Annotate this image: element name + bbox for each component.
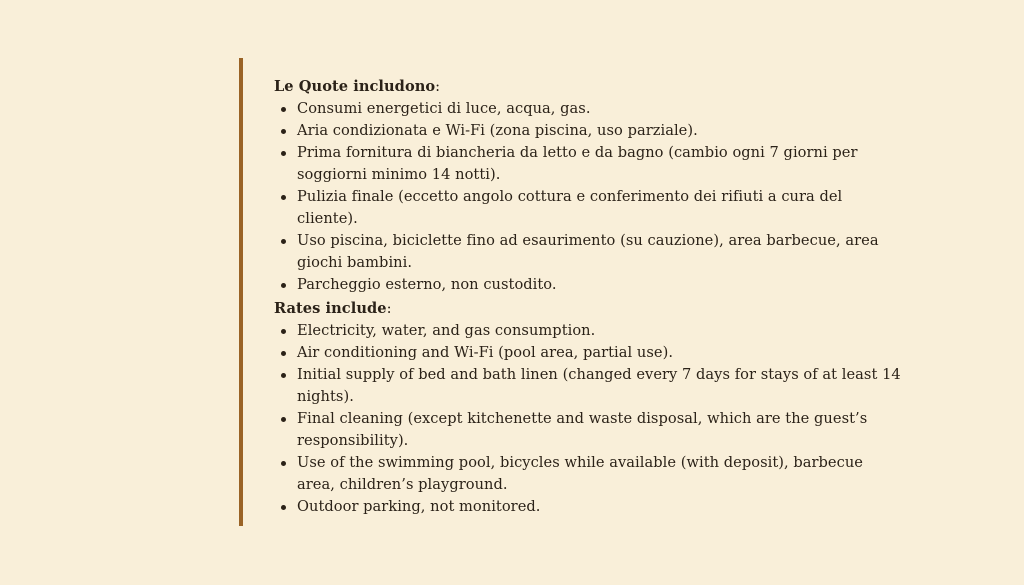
bullet-icon (281, 283, 286, 288)
bullet-icon (281, 195, 286, 200)
list-item (274, 142, 904, 186)
list-item-text: Initial supply of bed and bath linen (changed every 7 days for stays of at least 14 nights). (297, 366, 901, 405)
list-item-text: Consumi energetici di luce, acqua, gas. (297, 100, 591, 117)
list-item-text: Electricity, water, and gas consumption. (297, 322, 596, 339)
bullet-icon (281, 351, 286, 356)
list-item-text: Uso piscina, biciclette fino ad esaurimento (su cauzione), area barbecue, area giochi bambini. (297, 232, 879, 271)
list-item-text: Aria condizionata e Wi-Fi (zona piscina, uso parziale). (297, 122, 698, 139)
list-item (274, 496, 904, 518)
list-item (274, 274, 904, 296)
list-item-text: Use of the swimming pool, bicycles while available (with deposit), barbecue area, children’s playground. (297, 454, 863, 493)
list-item (274, 408, 904, 452)
bullet-icon (281, 107, 286, 112)
heading-colon: : (435, 78, 441, 95)
list-item (274, 186, 904, 230)
list-item-text: Outdoor parking, not monitored. (297, 498, 541, 515)
list-item (274, 452, 904, 496)
list-item (274, 230, 904, 274)
list-item (274, 120, 904, 142)
heading-colon: : (386, 300, 392, 317)
rates-quote-block (239, 58, 904, 526)
list-item-text: Prima fornitura di biancheria da letto e da bagno (cambio ogni 7 giorni per soggiorni minimo 14 notti). (297, 144, 858, 183)
list-item (274, 342, 904, 364)
bullet-icon (281, 129, 286, 134)
bullet-icon (281, 505, 286, 510)
section-heading-italian (274, 75, 904, 98)
list-item-text: Final cleaning (except kitchenette and waste disposal, which are the guest’s responsibility). (297, 410, 868, 449)
list-item (274, 364, 904, 408)
heading-text: Le Quote includono (274, 78, 436, 95)
bullet-icon (281, 329, 286, 334)
bullet-icon (281, 373, 286, 378)
included-list-italian (274, 98, 904, 296)
heading-text: Rates include (274, 300, 387, 317)
bullet-icon (281, 151, 286, 156)
list-item-text: Air conditioning and Wi-Fi (pool area, partial use). (297, 344, 674, 361)
bullet-icon (281, 417, 286, 422)
bullet-icon (281, 239, 286, 244)
included-list-english (274, 320, 904, 518)
list-item-text: Pulizia finale (eccetto angolo cottura e conferimento dei rifiuti a cura del cliente). (297, 188, 843, 227)
section-heading-english (274, 297, 904, 320)
list-item (274, 98, 904, 120)
list-item-text: Parcheggio esterno, non custodito. (297, 276, 557, 293)
list-item (274, 320, 904, 342)
bullet-icon (281, 461, 286, 466)
